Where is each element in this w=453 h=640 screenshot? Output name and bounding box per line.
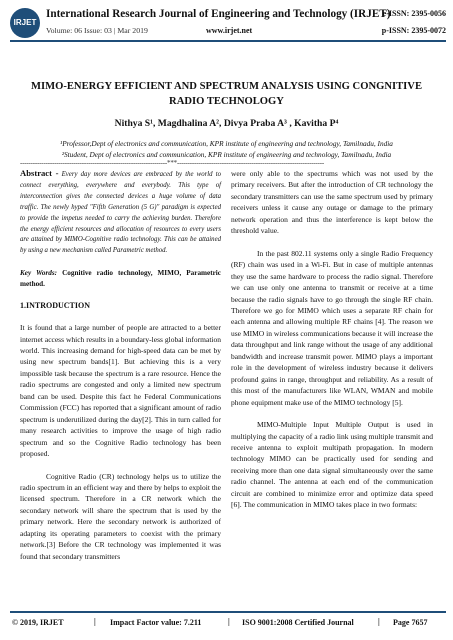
journal-title: International Research Journal of Engineering and Technology (IRJET) xyxy=(46,8,391,20)
journal-website-link[interactable]: www.irjet.net xyxy=(206,26,253,35)
footer-iso: ISO 9001:2008 Certified Journal xyxy=(242,618,354,627)
footer-page-number: Page 7657 xyxy=(393,618,428,627)
paper-authors: Nithya S¹, Magdhalina A², Divya Praba A³ , Kavitha P⁴ xyxy=(114,118,339,129)
body-paragraph-mimo: MIMO-Multiple Input Multiple Output is used in multiplying the capacity of a radio link using multiple transmit and receive antenna to exploit multipath propagation. In modern technology MIMO can be practically used for sending and receiving more than one data signal simultaneously over the same radio channel. The antenna at each end of the communication circuit are combined to minimize error and optimize data speed [6]. The communication in MIMO takes place in two formats: xyxy=(231,420,433,510)
right-column xyxy=(231,168,433,511)
footer-copyright: © 2019, IRJET xyxy=(12,618,64,627)
intro-paragraph-2: Cognitive Radio (CR) technology helps us to utilize the radio spectrum in an efficient way and there by helps to exploit the licensed spectrum. Therefore in a CR network which the secondary network will share the spectrum that is used by the primary network. Here the secondary network is authorized of adapting its operating parameters to coexist with the primary network.[3] Before the CR technology was implemented it was found that secondary transmitters xyxy=(20,471,221,561)
separator-line: ---------------------------------------------------------------------***--------------------------------------------------------------------- xyxy=(20,159,324,167)
abstract xyxy=(20,168,221,257)
abstract-text: Every day more devices are embraced by the world to connect everything, everywhere and everybody. This type of interconnection gives the connected devices a huge volume of data traffic. The newly hyped "Fifth Generation (5 G)" paradigm is expected to provide the impetus needed to carry the achieving burden. Therefore the energy efficient resources and allocation of resources to every users are attained by MIMO-Cognitive radio technology. This can be attained by using a new mechanism called Parametric method. xyxy=(20,171,221,255)
body-paragraph-continued: were only able to the spectrums which was not used by the primary receivers. But after the introduction of CR technology the secondary transmitters can use the same spectrum used by primary receivers unless it cause any outage or damage to the primary network operation and thus the interference is kept below the threshold value. xyxy=(231,169,433,236)
footer-impact-factor: Impact Factor value: 7.211 xyxy=(110,618,202,627)
affiliation-1: ¹Professor,Dept of electronics and communication, KPR institute of engineering and technology, Tamilnadu, India xyxy=(60,139,393,148)
intro-paragraph-1: It is found that a large number of people are attracted to a better internet access which results in a boundary-less global information world. This increasing demand for high-speed data can be met by using new spectrum bands[1]. But achieving this is a very impossible task because the spectrum is a rare resource. Hence the radio spectrums are congested and only a limited new spectrum band can be used. Despite this fact he Federal Communications Commission (FCC) has reported that a significant amount of radio spectrum is underutilized during the day[2]. This in turn called for many research activities to improve the usage of high radio spectrum and so the Cognitive Radio technology has been proposed. xyxy=(20,323,221,459)
journal-header xyxy=(10,6,446,46)
journal-logo: IRJET xyxy=(10,8,40,38)
header-rule xyxy=(10,40,446,42)
abstract-label: Abstract - xyxy=(20,168,59,178)
paper-title: MIMO-ENERGY EFFICIENT AND SPECTRUM ANALYSIS USING CONGNITIVE RADIO TECHNOLOGY xyxy=(30,81,423,107)
footer-rule xyxy=(10,611,446,613)
volume-issue: Volume: 06 Issue: 03 | Mar 2019 xyxy=(46,26,148,35)
left-column xyxy=(20,168,221,562)
keywords xyxy=(20,268,221,289)
affiliation-2: ²Student, Dept of electronics and communication, KPR institute of engineering and technology, Tamilnadu, India xyxy=(61,150,392,159)
footer-divider: | xyxy=(228,617,230,626)
eissn: e-ISSN: 2395-0056 xyxy=(382,9,446,18)
body-paragraph-rf-chain: In the past 802.11 systems only a single Radio Frequency (RF) chain was used in a Wi-Fi. But in case of multiple antennas they use the same hardware to process the radio signal. Therefore we can use only one antenna to transmit or receive at a time because the radio signals have to go through the single RF chain. Therefore we go for MIMO which uses a separate RF chain for each antenna and allowing multiple RF chains [4]. The reason we use MIMO in wireless communications because it will increase the data throughput and link range without the usage of any additional bandwidth and increase transmit power. MIMO plays a important role in the development of wireless industry because it delivers profound gains in range, throughput and reliability. As a result of this most of the manufacturers like WLAN, WMAN and mobile phone equipment make use of the MIMO technology [5]. xyxy=(231,248,433,407)
keywords-label: Key Words: xyxy=(20,269,58,278)
pissn: p-ISSN: 2395-0072 xyxy=(381,26,446,35)
footer-divider: | xyxy=(378,617,380,626)
keywords-text: Cognitive radio technology, MIMO, Parametric method. xyxy=(20,269,221,288)
section-heading-introduction: 1.INTRODUCTION xyxy=(20,300,91,310)
footer-divider: | xyxy=(94,617,96,626)
